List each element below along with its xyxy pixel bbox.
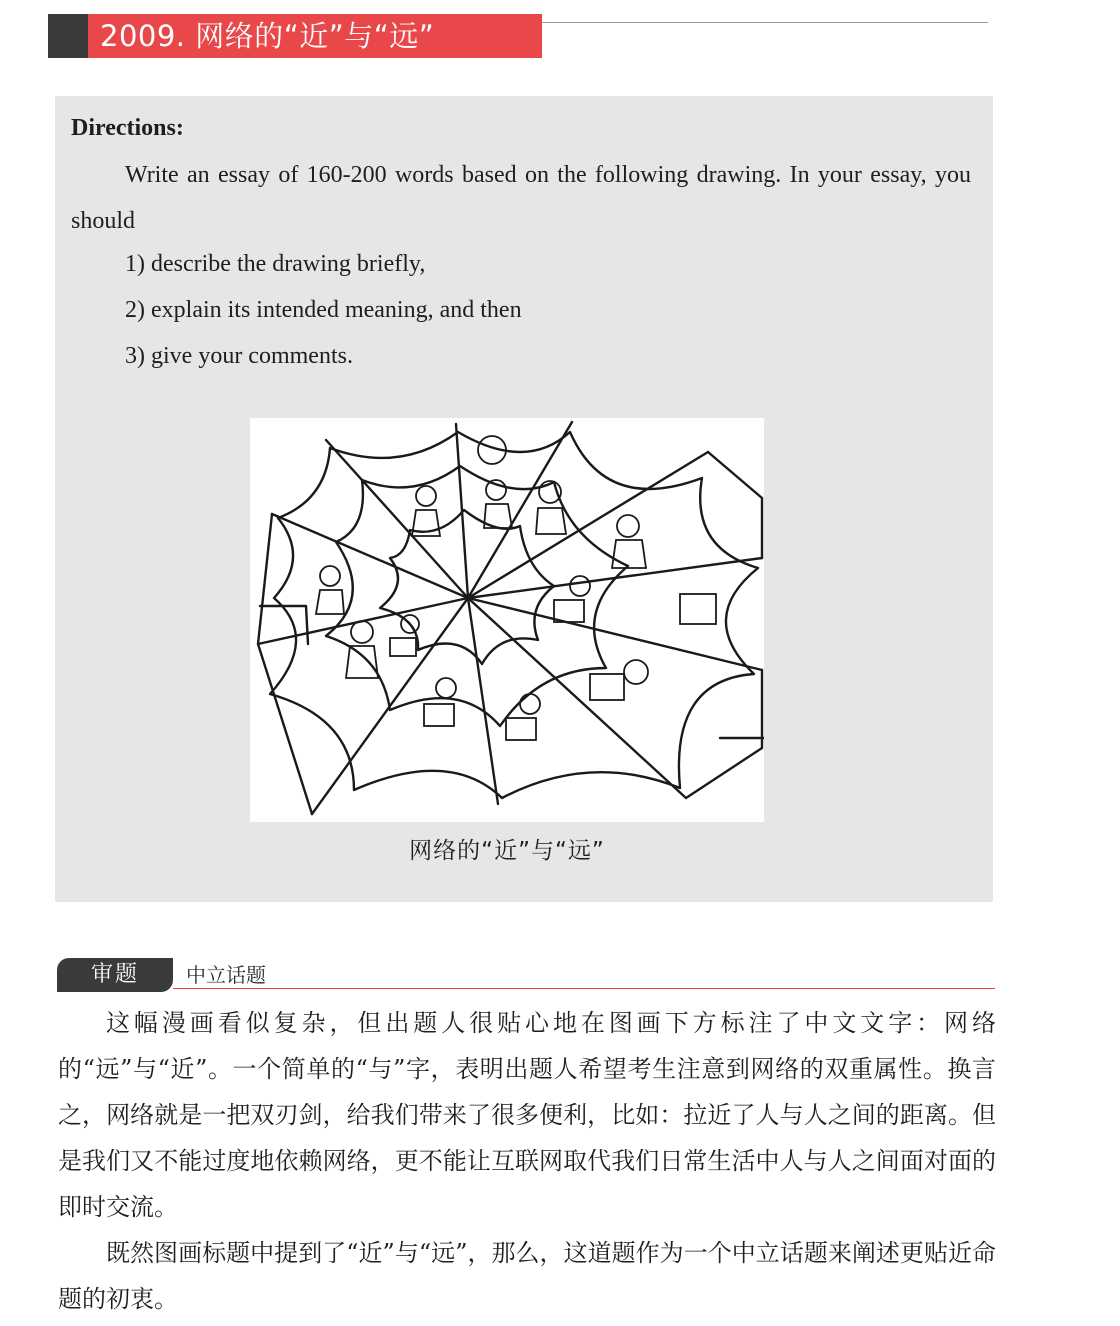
- figure-body: [316, 590, 344, 614]
- section-divider: [173, 988, 995, 989]
- figure-head: [624, 660, 648, 684]
- page-title: 2009. 网络的“近”与“远”: [100, 19, 435, 53]
- figure-head: [351, 621, 373, 643]
- computer-screen: [554, 600, 584, 622]
- computer-screen: [680, 594, 716, 624]
- figure-head: [486, 480, 506, 500]
- drawing-caption: 网络的“近”与“远”: [409, 838, 605, 864]
- figure-body: [346, 646, 378, 678]
- directions-item: 1) describe the drawing briefly,: [125, 251, 426, 277]
- web-frame: [258, 514, 312, 814]
- figure-head: [416, 486, 436, 506]
- computer-screen: [590, 674, 624, 700]
- title-banner-dark-block: [48, 14, 88, 58]
- figure-head: [436, 678, 456, 698]
- directions-item: 2) explain its intended meaning, and then: [125, 297, 522, 323]
- figure-head: [320, 566, 340, 586]
- web-ring: [270, 432, 758, 798]
- figure-body: [612, 540, 646, 568]
- analysis-paragraph: 既然图画标题中提到了“近”与“远”，那么，这道题作为一个中立话题来阐述更贴近命题的初衷。: [58, 1239, 996, 1313]
- computer-screen: [424, 704, 454, 726]
- web-radial-thread: [468, 598, 498, 804]
- directions-heading: Directions:: [71, 115, 184, 141]
- computer-screen: [390, 638, 416, 656]
- spider-web-cartoon: [250, 418, 764, 822]
- web-radial-thread: [468, 452, 708, 598]
- section-tag: [57, 958, 173, 992]
- web-radial-thread: [468, 598, 762, 670]
- directions-intro: Write an essay of 160-200 words based on the following drawing. In your essay, you should: [71, 162, 971, 234]
- directions-item: 3) give your comments.: [125, 343, 353, 369]
- directions-panel: [55, 96, 993, 902]
- spider-web-drawing: [250, 418, 764, 822]
- web-frame: [686, 670, 762, 798]
- web-radial-thread: [468, 422, 572, 598]
- title-divider: [542, 22, 988, 23]
- analysis-paragraph: 这幅漫画看似复杂，但出题人很贴心地在图画下方标注了中文文字：网络的“远”与“近”。一个简单的“与”字，表明出题人希望考生注意到网络的双重属性。换言之，网络就是一把双刃剑，给我们带来了很多便利，比如：拉近了人与人之间的距离。但是我们又不能过度地依赖网络，更不能让互联网取代我们日常生活中人与人之间面对面的即时交流。: [58, 1009, 996, 1221]
- web-radial-thread: [468, 598, 686, 798]
- figure-body: [536, 508, 566, 534]
- figure-head: [520, 694, 540, 714]
- section-title-banner: [48, 14, 542, 58]
- computer-screen: [506, 718, 536, 740]
- section-tag-label: 审题: [90, 962, 139, 987]
- figure-head: [617, 515, 639, 537]
- section-subtitle: 中立话题: [186, 963, 266, 987]
- figure-head: [570, 576, 590, 596]
